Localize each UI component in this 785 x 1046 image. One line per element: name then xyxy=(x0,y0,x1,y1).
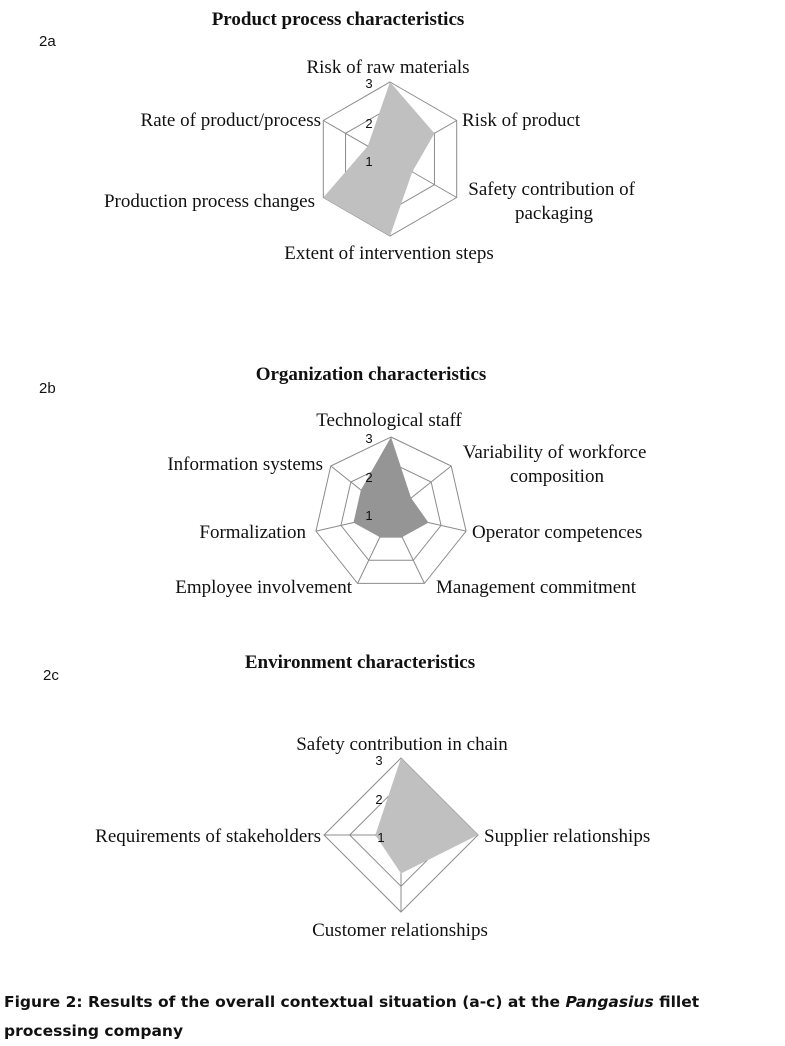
tick-labels-2b xyxy=(365,431,372,523)
axis-label-workforce-variability-line1: Variability of workforce xyxy=(462,442,647,463)
tick-label-1: 1 xyxy=(377,830,385,845)
tick-labels-2a xyxy=(365,76,372,169)
chart-title-2b: Organization characteristics xyxy=(255,364,487,385)
axis-label-process-changes: Production process changes xyxy=(103,191,315,212)
axis-label-operator-competences: Operator competences xyxy=(472,522,643,543)
chart-title-2a: Product process characteristics xyxy=(211,9,465,30)
axis-label-safety-packaging-line2: packaging xyxy=(514,203,594,224)
tick-label-1: 1 xyxy=(365,508,373,523)
axis-label-safety-chain: Safety contribution in chain xyxy=(296,734,508,755)
axis-label-employee-involvement: Employee involvement xyxy=(175,577,352,598)
data-area-2c xyxy=(375,758,478,874)
radar-chart-2a xyxy=(39,9,640,264)
tick-label-2: 2 xyxy=(365,116,373,131)
panel-label-2a: 2a xyxy=(39,33,56,50)
tick-label-1: 1 xyxy=(365,154,373,169)
axis-label-management-commitment: Management commitment xyxy=(436,577,636,598)
axis-label-customer-relationships: Customer relationships xyxy=(312,920,488,941)
axis-label-workforce-variability xyxy=(463,442,651,487)
axis-label-intervention-steps: Extent of intervention steps xyxy=(284,243,494,264)
radar-chart-2c xyxy=(43,652,650,941)
axis-label-risk-product: Risk of product xyxy=(462,110,581,131)
panel-label-2b: 2b xyxy=(39,380,56,397)
caption-species: Pangasius xyxy=(565,993,654,1011)
axis-label-safety-packaging-line1: Safety contribution of xyxy=(468,179,635,200)
axis-label-formalization: Formalization xyxy=(199,522,306,543)
tick-label-3: 3 xyxy=(365,431,373,446)
axis-label-rate-product-process: Rate of product/process xyxy=(140,110,321,131)
figure-caption xyxy=(4,988,782,1046)
tick-label-3: 3 xyxy=(365,76,373,91)
axis-label-safety-packaging xyxy=(468,179,640,224)
radar-chart-2b xyxy=(39,364,651,598)
axis-label-information-systems: Information systems xyxy=(167,454,323,475)
caption-prefix: Figure 2: Results of the overall contextual situation (a-c) at the xyxy=(4,993,566,1011)
panel-label-2c: 2c xyxy=(43,667,59,684)
tick-label-2: 2 xyxy=(365,470,373,485)
axis-label-stakeholder-requirements: Requirements of stakeholders xyxy=(95,826,321,847)
tick-label-2: 2 xyxy=(375,792,383,807)
axis-label-supplier-relationships: Supplier relationships xyxy=(484,826,651,847)
axis-label-workforce-variability-line2: composition xyxy=(510,466,604,487)
axis-label-risk-raw-materials: Risk of raw materials xyxy=(306,57,470,78)
axis-label-technological-staff: Technological staff xyxy=(316,410,462,431)
caption-suffix: fillet processing company xyxy=(4,993,700,1040)
chart-title-2c: Environment characteristics xyxy=(244,652,476,673)
data-area-2a xyxy=(323,82,434,236)
tick-label-3: 3 xyxy=(375,753,383,768)
tick-labels-2c xyxy=(375,753,384,845)
